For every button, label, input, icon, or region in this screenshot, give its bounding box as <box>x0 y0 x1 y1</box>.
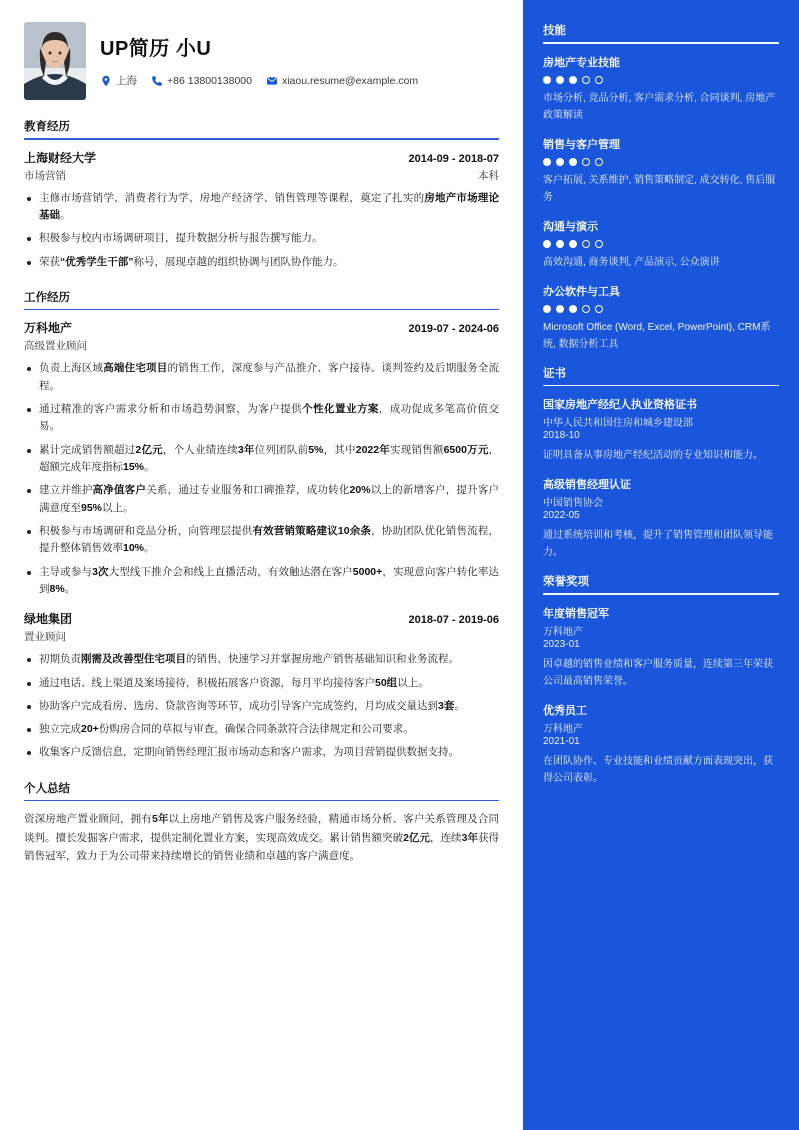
certificate-name: 高级销售经理认证 <box>543 479 631 491</box>
skill-dot <box>569 76 577 84</box>
skill-dot <box>582 240 590 248</box>
section-work <box>24 289 499 762</box>
work-role: 置业顾问 <box>24 631 66 644</box>
skill-dot <box>556 240 564 248</box>
list-item: 通过精准的客户需求分析和市场趋势洞察，为客户提供个性化置业方案，成功促成多笔高价值交易。 <box>24 401 499 436</box>
list-item: 积极参与校内市场调研项目，提升数据分析与报告撰写能力。 <box>24 230 499 247</box>
skill-group-detail: 客户拓展, 关系维护, 销售策略制定, 成交转化, 售后服务 <box>543 174 776 203</box>
work-company: 万科地产 <box>24 321 73 336</box>
award-org: 万科地产 <box>543 626 583 638</box>
divider <box>543 42 779 44</box>
work-entry <box>24 319 499 598</box>
list-item: 主导或参与3次大型线下推介会和线上直播活动，有效触达潜在客户5000+，实现意向客户转化率达到8%。 <box>24 564 499 599</box>
award-org: 万科地产 <box>543 723 583 735</box>
work-bullets <box>24 360 499 598</box>
skill-dot <box>543 240 551 248</box>
skill-group <box>543 136 779 206</box>
certificate-desc: 证明具备从事房地产经纪活动的专业知识和能力。 <box>543 450 763 461</box>
contact-row <box>100 73 426 88</box>
skill-group <box>543 283 779 353</box>
skill-dot <box>582 305 590 313</box>
skill-group-name: 沟通与演示 <box>543 220 598 233</box>
award-desc: 因卓越的销售业绩和客户服务质量，连续第三年荣获公司最高销售荣誉。 <box>543 658 773 687</box>
section-title-summary: 个人总结 <box>24 782 70 795</box>
phone-text: +86 13800138000 <box>167 74 252 87</box>
section-title-work: 工作经历 <box>24 291 70 304</box>
award-desc: 在团队协作、专业技能和业绩贡献方面表现突出，获得公司表彰。 <box>543 755 773 784</box>
skill-dot <box>543 305 551 313</box>
divider <box>24 800 499 802</box>
work-bullets <box>24 651 499 762</box>
section-title-awards: 荣誉奖项 <box>543 576 589 588</box>
divider <box>24 309 499 311</box>
list-item: 负责上海区域高端住宅项目的销售工作，深度参与产品推介、客户接待、谈判签约及后期服务全流程。 <box>24 360 499 395</box>
certificate-desc: 通过系统培训和考核，提升了销售管理和团队领导能力。 <box>543 530 773 558</box>
award-name: 年度销售冠军 <box>543 607 609 620</box>
section-certificates <box>543 365 779 562</box>
skill-dot <box>543 76 551 84</box>
skill-dot <box>543 158 551 166</box>
list-item: 收集客户反馈信息，定期向销售经理汇报市场动态和客户需求，为项目营销提供数据支持。 <box>24 744 499 761</box>
education-degree: 本科 <box>478 169 499 182</box>
skill-level-dots <box>543 305 779 313</box>
award-item <box>543 605 779 690</box>
location-pin-icon <box>100 75 112 87</box>
certificate-org: 中华人民共和国住房和城乡建设部 <box>543 418 693 429</box>
contact-phone <box>151 75 252 87</box>
skill-dot <box>556 76 564 84</box>
skill-dot <box>582 76 590 84</box>
work-role: 高级置业顾问 <box>24 340 87 353</box>
section-title-skills: 技能 <box>543 25 566 37</box>
header-text <box>100 22 426 88</box>
skill-group-name: 销售与客户管理 <box>543 138 620 151</box>
skill-dot <box>556 158 564 166</box>
skill-dot <box>556 305 564 313</box>
resume-right-column <box>523 0 799 1130</box>
section-title-education: 教育经历 <box>24 121 70 133</box>
skill-dot <box>595 158 603 166</box>
list-item: 荣获“优秀学生干部”称号，展现卓越的组织协调与团队协作能力。 <box>24 254 499 271</box>
divider <box>24 138 499 140</box>
section-awards <box>543 573 779 787</box>
skill-dot <box>595 240 603 248</box>
certificate-date: 2018-10 <box>543 430 580 441</box>
resume-header <box>24 22 499 100</box>
page-title: UP简历 小U <box>100 38 212 60</box>
contact-location <box>100 73 137 88</box>
section-education <box>24 118 499 271</box>
skill-dot <box>569 240 577 248</box>
skill-level-dots <box>543 76 779 84</box>
list-item: 通过电话、线上渠道及案场接待，积极拓展客户资源，每月平均接待客户50组以上。 <box>24 675 499 692</box>
work-company: 绿地集团 <box>24 612 73 627</box>
skill-dot <box>569 158 577 166</box>
certificate-item <box>543 396 779 464</box>
skill-group <box>543 218 779 271</box>
section-skills <box>543 22 779 353</box>
certificate-item <box>543 476 779 561</box>
work-entry <box>24 610 499 762</box>
list-item: 主修市场营销学、消费者行为学、房地产经济学、销售管理等课程，奠定了扎实的房地产市场理论基础。 <box>24 190 499 225</box>
divider <box>543 385 779 387</box>
skill-dot <box>569 305 577 313</box>
divider <box>543 593 779 595</box>
award-item <box>543 702 779 787</box>
list-item: 协助客户完成看房、选房、贷款咨询等环节，成功引导客户完成签约，月均成交量达到3套。 <box>24 698 499 715</box>
list-item: 独立完成20+份购房合同的草拟与审查，确保合同条款符合法律规定和公司要求。 <box>24 721 499 738</box>
list-item: 积极参与市场调研和竞品分析，向管理层提供有效营销策略建议10余条，协助团队优化销售流程，提升整体销售效率10%。 <box>24 523 499 558</box>
skill-dot <box>595 305 603 313</box>
avatar <box>24 22 86 100</box>
skill-group-detail: Microsoft Office (Word, Excel, PowerPoint), CRM系统, 数据分析工具 <box>543 321 771 350</box>
education-dates: 2014-09 - 2018-07 <box>408 152 499 165</box>
location-text: 上海 <box>116 75 137 87</box>
email-icon <box>266 75 278 87</box>
education-major: 市场营销 <box>24 169 66 182</box>
skill-group-detail: 高效沟通, 商务谈判, 产品演示, 公众演讲 <box>543 256 720 268</box>
certificate-date: 2022-05 <box>543 510 580 521</box>
work-dates: 2018-07 - 2019-06 <box>408 614 499 627</box>
education-entry <box>24 149 499 271</box>
list-item: 建立并维护高净值客户关系，通过专业服务和口碑推荐，成功转化20%以上的新增客户，提升客户满意度至95%以上。 <box>24 482 499 517</box>
award-date: 2021-01 <box>543 735 580 747</box>
skill-group-name: 房地产专业技能 <box>543 56 620 69</box>
skill-group-detail: 市场分析, 竞品分析, 客户需求分析, 合同谈判, 房地产政策解读 <box>543 92 776 121</box>
summary-text: 资深房地产置业顾问，拥有5年以上房地产销售及客户服务经验，精通市场分析、客户关系管理及合同谈判。擅长发掘客户需求，提供定制化置业方案，实现高效成交。累计销售额突破2亿元，连续3年获得销售冠军，致力于为公司带来持续增长的销售业绩和卓越的客户满意度。 <box>24 813 500 863</box>
certificate-name: 国家房地产经纪人执业资格证书 <box>543 399 697 411</box>
skill-group <box>543 54 779 124</box>
skill-dot <box>582 158 590 166</box>
list-item: 累计完成销售额超过2亿元，个人业绩连续3年位列团队前5%，其中2022年实现销售额6500万元，超额完成年度指标15%。 <box>24 442 499 477</box>
skill-group-name: 办公软件与工具 <box>543 285 620 298</box>
email-text: xiaou.resume@example.com <box>281 74 419 87</box>
list-item: 初期负责刚需及改善型住宅项目的销售，快速学习并掌握房地产销售基础知识和业务流程。 <box>24 651 499 668</box>
contact-email <box>266 75 418 87</box>
skill-level-dots <box>543 240 779 248</box>
work-dates: 2019-07 - 2024-06 <box>408 323 499 336</box>
education-school: 上海财经大学 <box>24 150 97 165</box>
skill-level-dots <box>543 158 779 166</box>
section-title-certificates: 证书 <box>543 367 566 380</box>
education-bullets <box>24 190 499 271</box>
phone-icon <box>151 75 163 87</box>
section-summary <box>24 780 499 866</box>
award-name: 优秀员工 <box>543 704 587 717</box>
skill-dot <box>595 76 603 84</box>
award-date: 2023-01 <box>543 638 580 650</box>
certificate-org: 中国销售协会 <box>543 498 603 509</box>
